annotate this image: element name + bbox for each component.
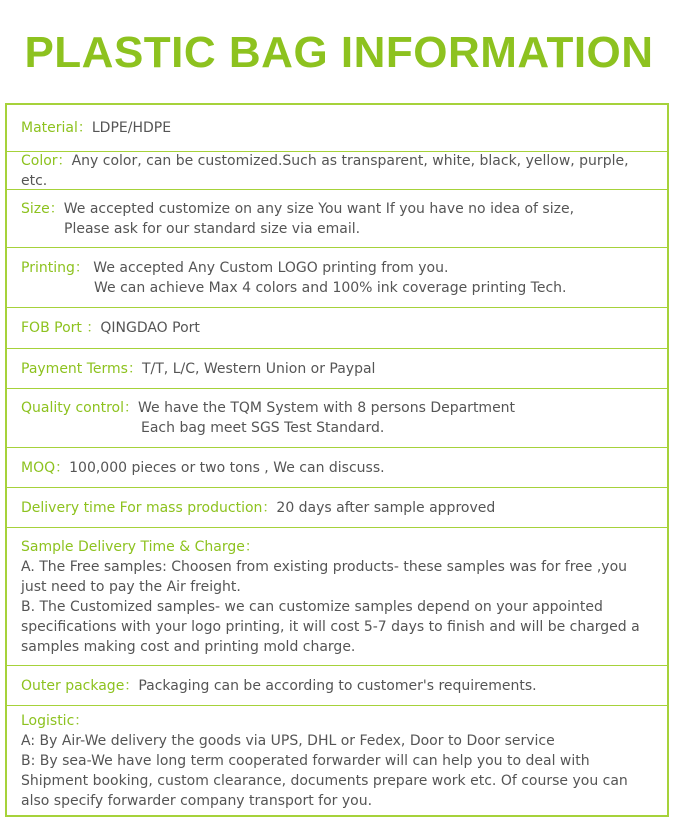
row-value: We have the TQM System with 8 persons Department — [138, 400, 516, 416]
row-label: Printing： — [21, 259, 89, 276]
row-payment-terms — [7, 349, 667, 389]
row-value: 20 days after sample approved — [276, 499, 496, 516]
row-label: Delivery time For mass production： — [21, 499, 277, 516]
row-material — [7, 105, 667, 152]
row-label: FOB Port ： — [21, 320, 101, 336]
row-value: We accepted customize on any size You want If you have no idea of size, — [63, 200, 575, 217]
row-label: Quality control： — [21, 400, 139, 416]
row-size — [7, 190, 667, 248]
row-value: B: By sea-We have long term cooperated forwarder will can help you to deal with Shipment booking, custom clearance, documents prepare work etc. Of course you can also specify forwarder company transport for you. — [21, 752, 628, 809]
row-label: Logistic： — [21, 712, 89, 729]
row-moq — [7, 448, 667, 488]
row-value: A. The Free samples: Choosen from existing products- these samples was for free ,you just need to pay the Air freight. — [21, 558, 628, 595]
row-printing — [7, 248, 667, 308]
row-value: We can achieve Max 4 colors and 100% ink coverage printing Tech. — [94, 279, 567, 296]
row-value: We accepted Any Custom LOGO printing from you. — [88, 259, 449, 276]
row-label: Color： — [21, 152, 72, 169]
row-value: QINGDAO Port — [100, 320, 200, 336]
row-value: Please ask for our standard size via email. — [64, 220, 361, 237]
row-value: T/T, L/C, Western Union or Paypal — [141, 360, 376, 377]
page-title: PLASTIC BAG INFORMATION — [24, 28, 654, 77]
row-sample-delivery — [7, 528, 667, 666]
row-value: Any color, can be customized.Such as transparent, white, black, yellow, purple, etc. — [21, 152, 629, 189]
row-fob-port — [7, 308, 667, 349]
row-color — [7, 152, 667, 190]
row-label: Payment Terms： — [21, 360, 142, 377]
row-label: Material： — [21, 120, 92, 136]
row-value: LDPE/HDPE — [91, 120, 172, 136]
row-outer-package — [7, 666, 667, 706]
row-logistic — [7, 706, 667, 815]
row-delivery-time — [7, 488, 667, 528]
row-value: B. The Customized samples- we can customize samples depend on your appointed specifications with your logo printing, it will cost 5-7 days to finish and will be charged a samples making cost and printing mold charge. — [21, 598, 640, 655]
row-label: Size： — [21, 200, 64, 217]
row-value: A: By Air-We delivery the goods via UPS, DHL or Fedex, Door to Door service — [21, 732, 555, 749]
info-table — [5, 103, 669, 817]
row-value: Each bag meet SGS Test Standard. — [141, 420, 385, 436]
row-label: MOQ： — [21, 459, 70, 476]
row-value: Packaging can be according to customer's requirements. — [138, 677, 537, 694]
row-label: Sample Delivery Time & Charge： — [21, 538, 259, 555]
row-value: 100,000 pieces or two tons , We can discuss. — [69, 459, 385, 476]
row-label: Outer package： — [21, 677, 139, 694]
row-quality-control — [7, 389, 667, 448]
